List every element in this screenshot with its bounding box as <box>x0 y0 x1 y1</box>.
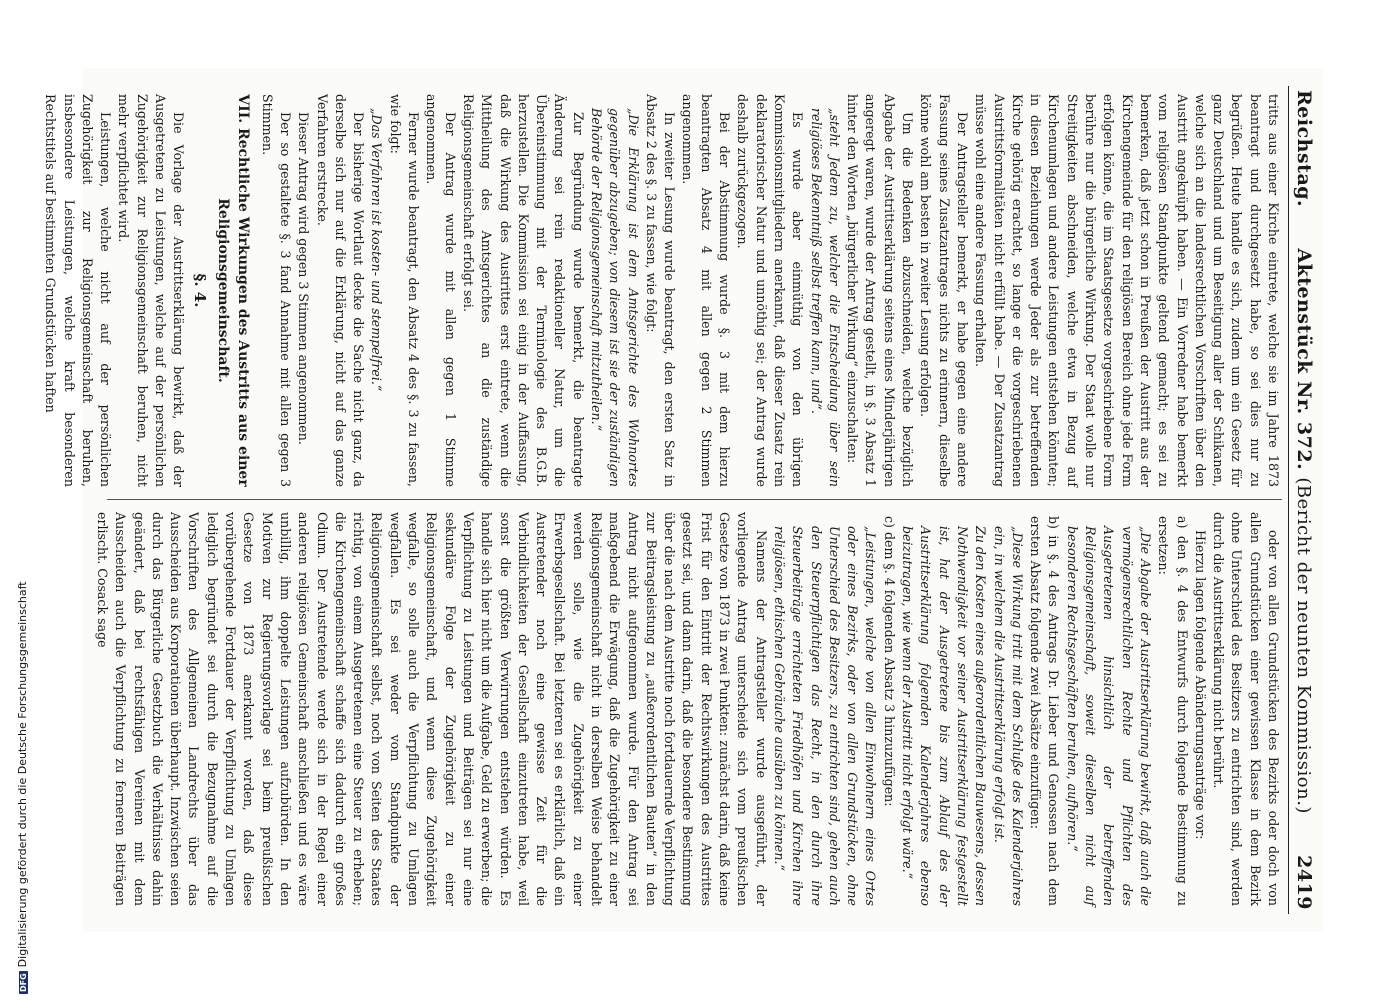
scanned-page <box>43 68 1323 932</box>
header-left: Reichstag. <box>1293 90 1315 208</box>
quoted-paragraph: „Das Verfahren ist kosten- und stempelfrei.“ <box>369 108 385 392</box>
section-title: VII. Rechtliche Wirkungen des Austritts aus einer Religionsgemeinschaft. <box>215 94 252 487</box>
amendment-item: b) in §. 4 des Antrags Dr. Lieber und Genossen nach dem ersten Absatz folgende zwei Absätze einzufügen: <box>1028 516 1062 906</box>
amendment-item: c) dem §. 4 folgenden Absatz 3 hinzuzufügen: <box>881 516 897 807</box>
paragraph: Um die Bedenken abzuschneiden, welche bezüglich Abgabe der Austrittserklärung seitens eines Minderjährigen angeregt waren, wurde der Antrag gestellt, in §. 3 Absatz 1 hinter den Worten „bürgerlicher Wirkung“ einzuschalten: <box>845 94 916 487</box>
left-column <box>43 82 1282 500</box>
paragraph: In zweiter Lesung wurde beantragt, den ersten Satz in Absatz 2 des §. 3 zu fassen, wie folgt: <box>643 94 678 487</box>
amendment-item: a) den §. 4 des Entwurfs durch folgende Bestimmung zu ersetzen: <box>1156 516 1190 906</box>
paragraph: oder von allen Grundstücken des Bezirks oder doch von allen Grundstücken einer gewissen Klasse in dem Bezirk ohne Unterschied des Besitzers zu entrichten sind, werden durch die Austrittserklärung nicht berührt. <box>1211 512 1281 906</box>
paragraph: Leistungen, welche nicht auf der persönlichen Zugehörigkeit zur Religionsgemeinschaft beruhen, insbesondere Leistungen, welche kraft besonderen Rechtstitels auf bestimmten Grundstücken haften <box>43 94 114 487</box>
quoted-paragraph: „Die Abgabe der Austrittserklärung bewirkt, daß auch die vermögensrechtlichen Rechte und Pflichten des Ausgetretenen hinsichtlich der betreffenden Religionsgemeinschaft, soweit dieselben nicht auf besonderen Rechtsgeschäften beruhen, aufhören.“ <box>1064 526 1153 906</box>
quoted-paragraph: „Die Erklärung ist dem Amtsgerichte des Wohnortes gegenüber abzugeben; von diesem ist sie der zuständigen Behörde der Religionsgemeinschaft mitzutheilen.“ <box>589 108 641 487</box>
dfg-logo: DFG <box>19 973 28 992</box>
paragraph: Hierzu lagen folgende Abänderungsanträge vor: <box>1192 530 1208 840</box>
quoted-paragraph: „Leistungen, welche von allen Einwohnern eines Ortes oder eines Bezirks, oder von allen Grundstücken, ohne Unterschied des Besitzers, zu entrichten sind, gehen auch den Steuerpflichtigen das Recht, in den durch ihre Steuerbeiträge errichteten Friedhöfen und Kirchen ihre religiösen, ethischen Gebräuche ausüben zu können.“ <box>771 526 879 906</box>
quoted-paragraph: „Diese Wirkung tritt mit dem Schluße des Kalenderjahres ein, in welchem die Austrittserklärung erfolgt ist. <box>991 526 1025 906</box>
paragraph: tritts aus einer Kirche eintrete, welche sie im Jahre 1873 beantragt und durchgesetzt habe, so sei dies nur zu begrüßen. Heute handle es sich, zudem um ein Gesetz für ganz Deutschland und um Beseitigung aller der Schikanen, welche sich an die landesrechtlichen Vorschriften über den Austritt angeknüpft haben. — Ein Vorredner habe bemerkt vom religiösen Standpunkte geltend gemacht; es sei zu bemerken, daß jetzt schon in Preußen der Austritt aus der Kirchengemeinde für den religiösen Bereich ohne jede Form erfolgen könne, die im Staatsgesetze vorgeschriebene Form berühre nur die bürgerliche Wirkung. Der Staat wolle nur Streitigkeiten abschneiden, welche etwa in Bezug auf Kirchenumlagen und andere Leistungen entstehen könnten; in diesen Beziehungen werde Jeder als zur betreffenden Kirche gehörig erachtet, so lange er die vorgeschriebenen Austrittsformalitäten nicht erfüllt habe. — Der Zusatzantrag müsse wohl eine andere Fassung erhalten. <box>973 94 1281 487</box>
quoted-paragraph: Zu den Kosten eines außerordentlichen Bauwesens, dessen Nothwendigkeit vor seiner Austrittserklärung festgestellt ist, hat der Ausgetretene bis zum Ablauf des der Austrittserklärung folgenden Kalenderjahres ebenso beizutragen, wie wenn der Austritt nicht erfolgt wäre.“ <box>900 526 989 906</box>
page-header <box>1288 86 1315 914</box>
credit-label: Digitalisierung gefördert durch die Deutsche Forschungsgemeinschaft <box>16 581 29 968</box>
paragraph: Der Antragsteller bemerkt, er habe gegen eine andere Fassung seines Zusatzantrages nichts zu erinnern, dieselbe könne wohl am besten in zweiter Lesung erfolgen. <box>918 94 970 487</box>
header-commission: (Bericht der neunten Kommission.) <box>1293 477 1314 814</box>
right-column <box>95 500 1282 918</box>
paragraph: Namens der Antragsteller wurde ausgeführt, der vorliegende Antrag unterscheide sich vom preußischen Gesetze von 1873 in zwei Punkten: zunächst darin, daß keine Frist für den Eintritt der Rechtswirkungen des Austrittes gesetzt sei, und dann darin, daß die besondere Bestimmung über die nach dem Austritte noch fortdauernde Verpflichtung zur Beitragsleistung zu „außerordentlichen Bauten“ in den Antrag nicht aufgenommen wurde. Für den Antrag sei maßgebend die Erwägung, daß die Zugehörigkeit zu einer Religionsgemeinschaft nicht in derselben Weise behandelt werden solle, wie die Zugehörigkeit zu einer Erwerbsgesellschaft. Bei letzteren sei es erklärlich, daß ein Austretender noch eine gewisse Zeit für die Verbindlichkeiten der Gesellschaft einzutreten habe, weil sonst die größten Verwirrungen entstehen würden. Es handle sich hier nicht um die Aufgabe, Geld zu erwerben; die Verpflichtung zu Leistungen und Beiträgen sei nur eine sekundäre Folge der Zugehörigkeit zu einer Religionsgemeinschaft, und wenn diese Zugehörigkeit wegfalle, so solle auch die Verpflichtung zu Umlagen wegfallen. Es sei weder vom Standpunkte der Religionsgemeinschaft selbst, noch von Seiten des Staates richtig, von einem Ausgetretenen eine Steuer zu erheben; die Kirchengemeinschaft schaffe sich dadurch ein großes Odium. Der Austretende werde sich in der Regel einer anderen religiösen Gemeinschaft anschließen und es wäre unbillig, ihm doppelte Leistungen aufzubürden. In den Motiven zur Regierungsvorlage sei beim preußischen Gesetze von 1873 anerkannt worden, daß diese vorübergehende Fortdauer der Verpflichtung zu Umlagen lediglich begründet sei durch die Bezugnahme auf die Vorschriften des Allgemeinen Landrechts über das Ausscheiden aus Korporationen überhaupt. Inzwischen seien durch das Bürgerliche Gesetzbuch die Verhältnisse dahin geändert, daß bei rechtsfähigen Vereinen mit dem Ausscheiden auch die Verpflichtung zu ferneren Beiträgen erlischt. Cosack sage <box>95 512 769 906</box>
paragraph: Es wurde aber einmüthig von den übrigen Kommissionsmitgliedern anerkannt, daß dieser Zusatz rein deklaratorischer Natur und unnöthig sei; der Antrag wurde deshalb zurückgezogen. <box>735 94 806 487</box>
paragraph: Der bisherige Wortlaut decke die Sache nicht ganz, da derselbe sich nur auf die Erklärung, nicht auf das ganze Verfahren erstrecke. <box>314 94 367 487</box>
digitization-credit-text <box>16 581 29 994</box>
paragraph: Der so gestaltete §. 3 fand Annahme mit allen gegen 3 Stimmen. <box>259 94 293 487</box>
paragraph: Ferner wurde beantragt, den Absatz 4 des §. 3 zu fassen, wie folgt: <box>387 94 422 487</box>
paragraph: Dieser Antrag wird gegen 3 Stimmen angenommen. <box>296 112 312 445</box>
paragraph: Die Vorlage der Austrittserklärung bewirkt, daß der Ausgetretene zu Leistungen, welche auf der persönlichen Zugehörigkeit zur Religionsgemeinschaft beruhen, nicht mehr verpflichtet wird. <box>116 94 187 487</box>
quoted-paragraph: „steht Jedem zu, welcher die Entscheidung über sein religiöses Bekenntniß selbst treffen kann, und“. <box>808 108 842 487</box>
paragraph: Bei der Abstimmung wurde §. 3 mit dem hierzu beantragten Absatz 4 mit allen gegen 2 Stimmen angenommen. <box>680 94 733 487</box>
digitization-credit-margin <box>0 0 29 1000</box>
text-columns <box>43 82 1282 918</box>
page-number: 2419 <box>1293 855 1315 910</box>
header-document-number: Aktenstück Nr. 372. <box>1293 248 1315 471</box>
paragraph: Zur Begründung wurde bemerkt, die beantragte Änderung sei rein redaktioneller Natur, um die Übereinstimmung mit der Terminologie des B.G.B. herzustellen. Die Kommission sei einig in der Auffassung, daß die Wirkung des Austrittes erst eintrete, wenn die Mittheilung des Amtsgerichtes an die zuständige Religionsgemeinschaft erfolgt sei. <box>460 94 586 487</box>
header-center <box>1293 207 1315 855</box>
paragraph: Der Antrag wurde mit allen gegen 1 Stimme angenommen. <box>424 94 458 487</box>
section-paragraph-mark: §. 4. <box>191 273 210 308</box>
